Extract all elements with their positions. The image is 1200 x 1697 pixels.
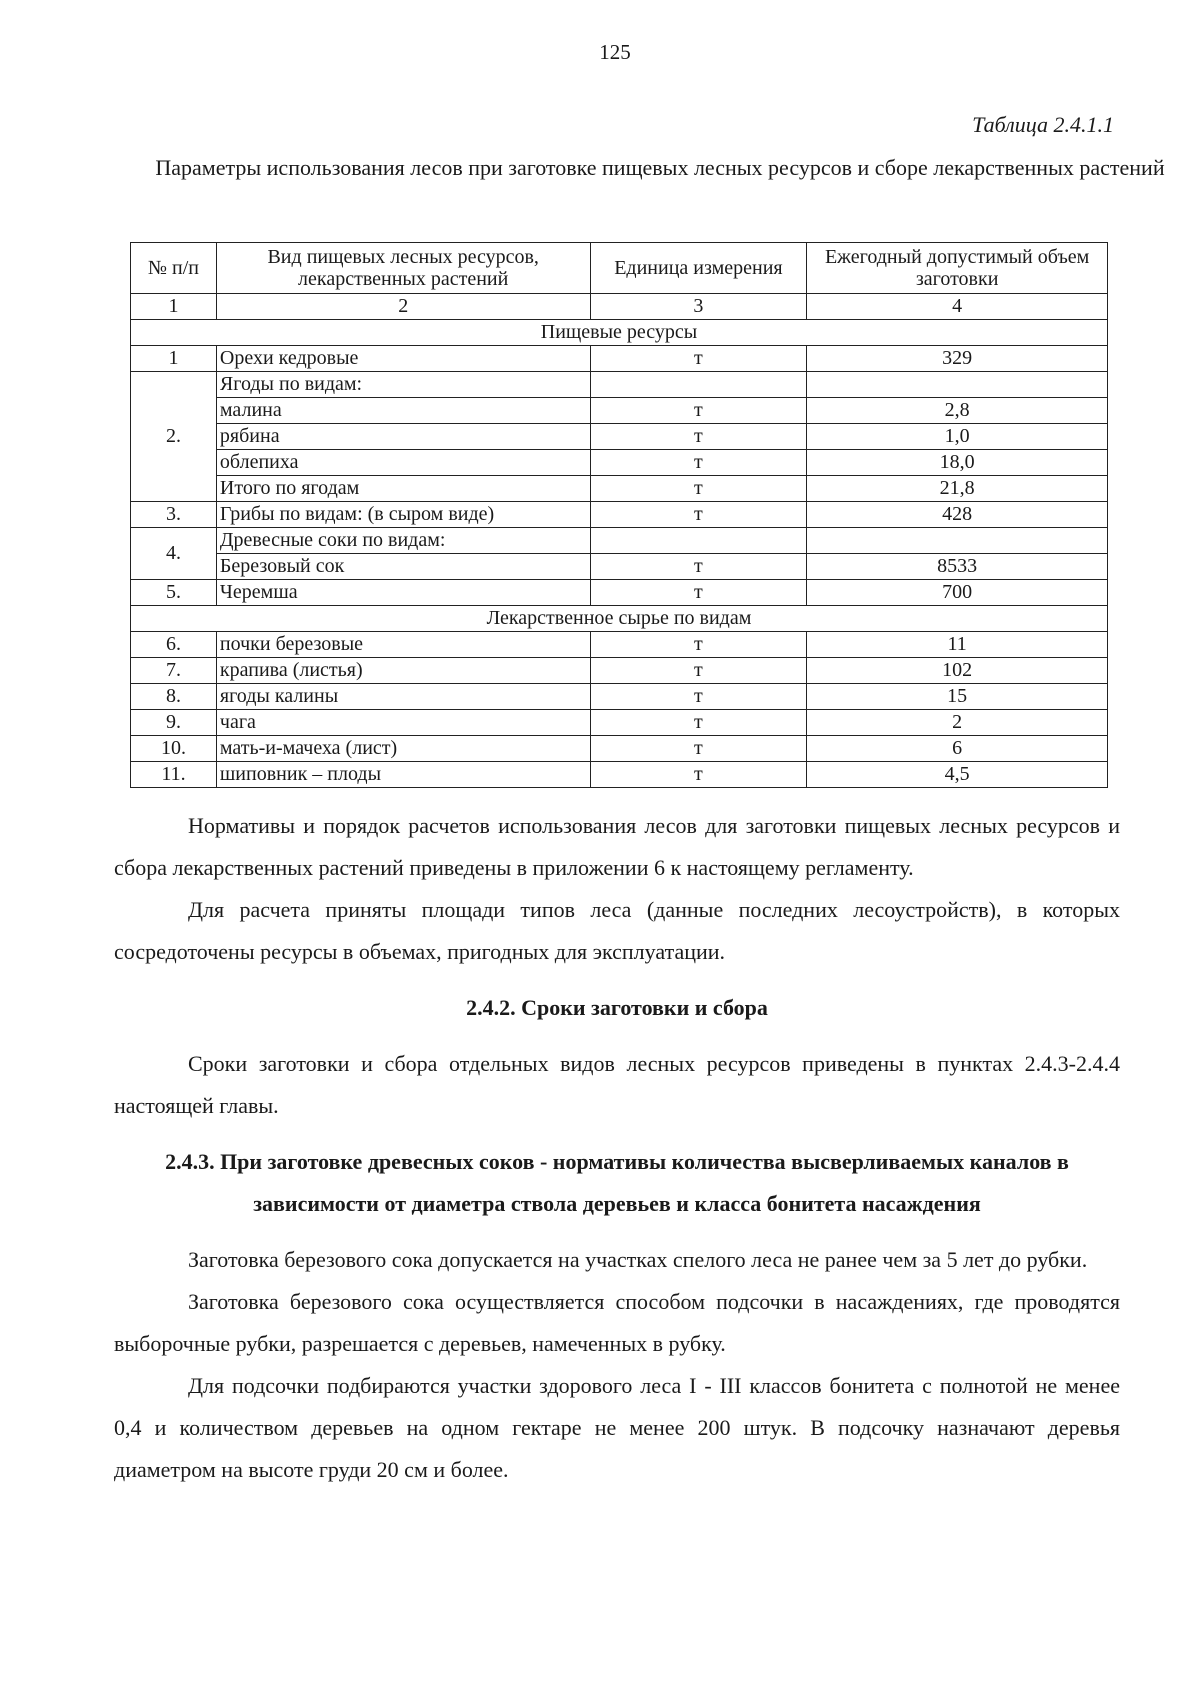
volume-cell: 11 <box>807 632 1108 658</box>
unit-cell: т <box>590 736 807 762</box>
resource-name: Ягоды по видам: <box>216 372 590 398</box>
resource-name: Орехи кедровые <box>216 346 590 372</box>
section-title: Лекарственное сырье по видам <box>131 606 1108 632</box>
table-row <box>131 762 1108 788</box>
table-row <box>131 528 1108 554</box>
unit-cell: т <box>590 684 807 710</box>
table-row <box>131 736 1108 762</box>
volume-cell: 4,5 <box>807 762 1108 788</box>
paragraph: Для подсочки подбираются участки здорового леса I - III классов бонитета с полнотой не менее 0,4 и количеством деревьев на одном гектаре не менее 200 штук. В подсочку назначают деревья диаметром на высоте груди 20 см и более. <box>114 1373 1120 1482</box>
body-text <box>114 805 1120 1491</box>
row-number: 3. <box>131 502 217 528</box>
volume-cell: 700 <box>807 580 1108 606</box>
resource-name: рябина <box>216 424 590 450</box>
column-number-row <box>131 294 1108 320</box>
resource-name: Грибы по видам: (в сыром виде) <box>216 502 590 528</box>
resource-name: ягоды калины <box>216 684 590 710</box>
row-number: 2. <box>131 372 217 502</box>
header-cell: Ежегодный допустимый объем заготовки <box>807 243 1108 294</box>
resource-name: почки березовые <box>216 632 590 658</box>
unit-cell: т <box>590 346 807 372</box>
row-number: 5. <box>131 580 217 606</box>
column-number-cell: 1 <box>131 294 217 320</box>
unit-cell: т <box>590 710 807 736</box>
volume-cell: 6 <box>807 736 1108 762</box>
row-number: 9. <box>131 710 217 736</box>
volume-cell: 2,8 <box>807 398 1108 424</box>
paragraph: Заготовка березового сока допускается на участках спелого леса не ранее чем за 5 лет до рубки. <box>188 1247 1088 1272</box>
volume-cell: 1,0 <box>807 424 1108 450</box>
row-number: 11. <box>131 762 217 788</box>
unit-cell: т <box>590 632 807 658</box>
table-row <box>131 424 1108 450</box>
table-label: Таблица 2.4.1.1 <box>972 112 1114 137</box>
column-number-cell: 2 <box>216 294 590 320</box>
resource-name: Итого по ягодам <box>216 476 590 502</box>
section-row-food <box>131 320 1108 346</box>
volume-cell: 18,0 <box>807 450 1108 476</box>
section-heading: 2.4.2. Сроки заготовки и сбора <box>466 995 768 1020</box>
table-row <box>131 710 1108 736</box>
volume-cell: 8533 <box>807 554 1108 580</box>
table-row <box>131 502 1108 528</box>
resource-name: чага <box>216 710 590 736</box>
paragraph: Заготовка березового сока осуществляется способом подсочки в насаждениях, где проводятся выборочные рубки, разрешается с деревьев, намеченных в рубку. <box>114 1289 1120 1356</box>
unit-cell: т <box>590 580 807 606</box>
paragraph: Для расчета приняты площади типов леса (данные последних лесоустройств), в которых сосредоточены ресурсы в объемах, пригодных для эксплуатации. <box>114 897 1120 964</box>
unit-cell: т <box>590 398 807 424</box>
volume-cell: 102 <box>807 658 1108 684</box>
table-row <box>131 580 1108 606</box>
page-number: 125 <box>599 40 631 64</box>
row-number: 6. <box>131 632 217 658</box>
section-heading: 2.4.3. При заготовке древесных соков - нормативы количества высверливаемых каналов в зависимости от диаметра ствола деревьев и класса бонитета насаждения <box>165 1149 1069 1216</box>
unit-cell: т <box>590 762 807 788</box>
table-row <box>131 450 1108 476</box>
volume-cell: 15 <box>807 684 1108 710</box>
unit-cell <box>590 528 807 554</box>
volume-cell <box>807 372 1108 398</box>
paragraph: Сроки заготовки и сбора отдельных видов лесных ресурсов приведены в пунктах 2.4.3-2.4.4 настоящей главы. <box>114 1051 1120 1118</box>
unit-cell: т <box>590 476 807 502</box>
table-row <box>131 554 1108 580</box>
header-cell: № п/п <box>131 243 217 294</box>
section-title: Пищевые ресурсы <box>131 320 1108 346</box>
resource-name: крапива (листья) <box>216 658 590 684</box>
header-cell: Вид пищевых лесных ресурсов, лекарственных растений <box>216 243 590 294</box>
table-body <box>131 243 1108 788</box>
volume-cell: 428 <box>807 502 1108 528</box>
resource-name: Древесные соки по видам: <box>216 528 590 554</box>
row-number: 8. <box>131 684 217 710</box>
resource-name: малина <box>216 398 590 424</box>
unit-cell <box>590 372 807 398</box>
row-number: 10. <box>131 736 217 762</box>
unit-cell: т <box>590 658 807 684</box>
column-number-cell: 3 <box>590 294 807 320</box>
unit-cell: т <box>590 502 807 528</box>
resource-name: мать-и-мачеха (лист) <box>216 736 590 762</box>
volume-cell: 329 <box>807 346 1108 372</box>
volume-cell <box>807 528 1108 554</box>
header-cell: Единица измерения <box>590 243 807 294</box>
table-row <box>131 398 1108 424</box>
resources-table <box>130 242 1108 788</box>
resource-name: Черемша <box>216 580 590 606</box>
table-header-row <box>131 243 1108 294</box>
resource-name: шиповник – плоды <box>216 762 590 788</box>
unit-cell: т <box>590 424 807 450</box>
table-row <box>131 632 1108 658</box>
table-row <box>131 476 1108 502</box>
column-number-cell: 4 <box>807 294 1108 320</box>
table-row <box>131 658 1108 684</box>
resource-name: облепиха <box>216 450 590 476</box>
volume-cell: 21,8 <box>807 476 1108 502</box>
volume-cell: 2 <box>807 710 1108 736</box>
row-number: 7. <box>131 658 217 684</box>
table-title: Параметры использования лесов при заготовке пищевых лесных ресурсов и сборе лекарственных растений <box>155 155 1165 180</box>
section-row-medicinal <box>131 606 1108 632</box>
row-number: 1 <box>131 346 217 372</box>
resource-name: Березовый сок <box>216 554 590 580</box>
table-row <box>131 372 1108 398</box>
unit-cell: т <box>590 450 807 476</box>
paragraph: Нормативы и порядок расчетов использования лесов для заготовки пищевых лесных ресурсов и сбора лекарственных растений приведены в приложении 6 к настоящему регламенту. <box>114 813 1120 880</box>
row-number: 4. <box>131 528 217 580</box>
table-row <box>131 684 1108 710</box>
table-row <box>131 346 1108 372</box>
unit-cell: т <box>590 554 807 580</box>
